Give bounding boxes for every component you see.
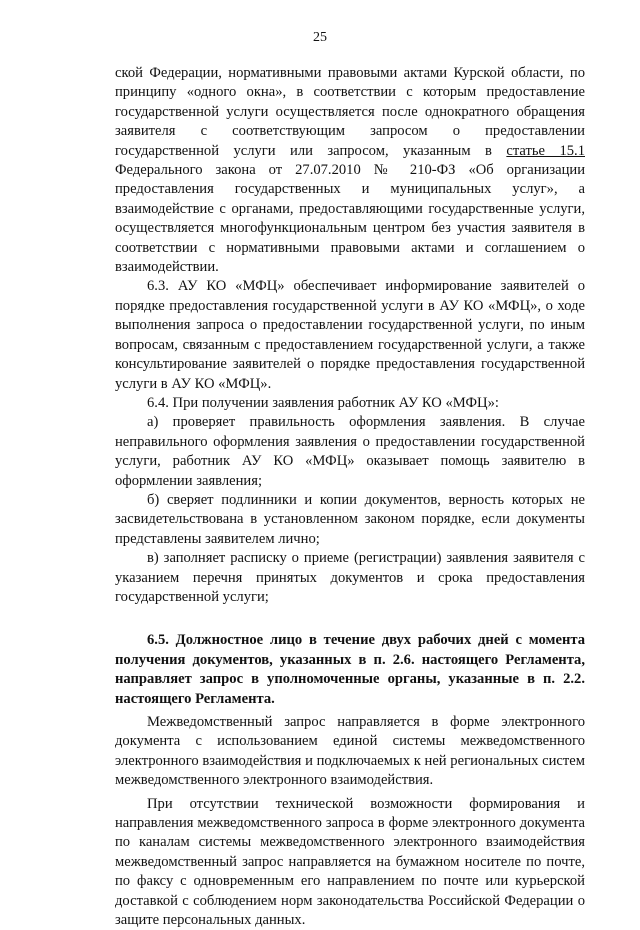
document-body: [115, 64, 585, 930]
paragraph-interdepartmental-request: Межведомственный запрос направляется в форме электронного документа с использованием единой системы межведомственного электронного взаимодействия и подключаемых к ней региональных систем межведомственного электронного взаимодействия.: [115, 714, 585, 789]
law-article-link[interactable]: статье 15.1: [506, 142, 585, 159]
paragraph-paper-request: При отсутствии технической возможности формирования и направления межведомственного запроса в форме электронного документа по каналам системы межведомственного электронного взаимодействия межведомственный запрос направляется на бумажном носителе по почте, по факсу с одновременным его направлением по почте или курьерской доставкой с соблюдением норм законодательства Российской Федерации о защите персональных данных.: [115, 795, 585, 929]
paragraph-6-4-v: в) заполняет расписку о приеме (регистрации) заявления заявителя с указанием перечня принятых документов и срока предоставления государственной услуги;: [115, 550, 585, 605]
paragraph-text: Федерального закона от 27.07.2010 № 210-ФЗ «Об организации предоставления государственных и муниципальных услуг», а взаимодействие с органами, предоставляющими государственные услуги, осуществляется многофункциональным центром без участия заявителя в соответствии с нормативными правовыми актами и соглашением о взаимодействии.: [115, 162, 585, 276]
paragraph-6-4-b: б) сверяет подлинники и копии документов, верность которых не засвидетельствована в установленном законом порядке, если документы представлены заявителем лично;: [115, 491, 585, 547]
paragraph-6-4: 6.4. При получении заявления работник АУ КО «МФЦ»:: [147, 394, 499, 411]
paragraph-continuation: [115, 64, 585, 277]
paragraph-6-3: 6.3. АУ КО «МФЦ» обеспечивает информирование заявителей о порядке предоставления государственной услуги в АУ КО «МФЦ», о ходе выполнения запроса о предоставлении государственной услуги, по иным вопросам, связанным с предоставлением государственной услуги, а также консультирование заявителей о порядке предоставления государственной услуги в АУ КО «МФЦ».: [115, 278, 585, 392]
page-number: 25: [313, 30, 327, 45]
paragraph-6-5: 6.5. Должностное лицо в течение двух рабочих дней с момента получения документов, указанных в п. 2.6. настоящего Регламента, направляет запрос в уполномоченные органы, указанные в п. 2.2. настоящего Регламента.: [115, 632, 585, 707]
paragraph-6-4-a: а) проверяет правильность оформления заявления. В случае неправильного оформления заявления о предоставлении государственной услуги, работник АУ КО «МФЦ» оказывает помощь заявителю в оформлении заявления;: [115, 414, 585, 489]
paragraph-text: ской Федерации, нормативными правовыми актами Курской области, по принципу «одного окна», в соответствии с которым предоставление государственной услуги осуществляется после однократного обращения заявителя с соответствующим запросом о предоставлении государственной услуги или запросом, указанным в: [115, 65, 585, 159]
